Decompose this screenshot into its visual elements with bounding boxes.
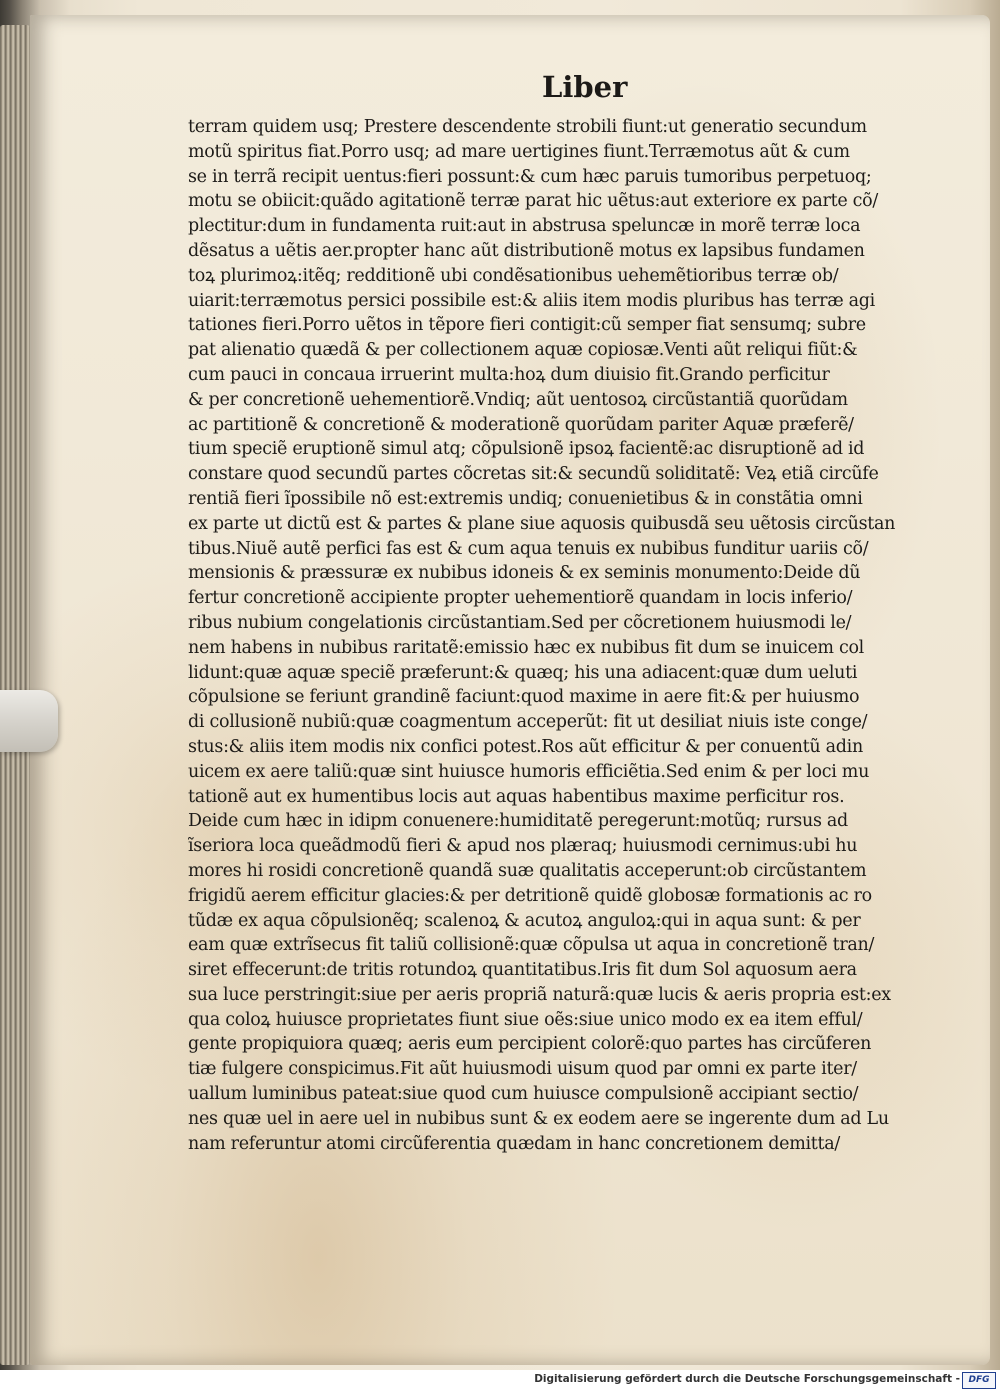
text-line: ĩseriora loca queãdmodũ fieri & apud nos plæraq; huiusmodi cernimus:ubi hu: [188, 836, 858, 857]
text-line: sua luce perstringit:siue per aeris propriã naturã:quæ lucis & aeris propria est:ex: [188, 984, 891, 1005]
text-line: tium speciẽ eruptionẽ simul atq; cõpulsionẽ ipsoꝝ facientẽ:ac disruptionẽ ad id: [188, 439, 865, 460]
text-line: terram quidem usq; Prestere descendente strobili fiunt:ut generatio secundum: [188, 117, 867, 137]
book-page: [30, 15, 990, 1365]
text-line: uicem ex aere taliũ:quæ sint huiusce humoris efficiẽtia.Sed enim & per loci mu: [188, 761, 870, 782]
text-line: ribus nubium congelationis circũstantiam.Sed per cõcretionem huiusmodi le/: [188, 612, 852, 633]
text-line: motũ spiritus fiat.Porro usq; ad mare uertigines fiunt.Terræmotus aũt & cum: [188, 141, 850, 162]
text-line: tũdæ ex aqua cõpulsionẽq; scalenoꝝ & acutoꝝ anguloꝝ:qui in aqua sunt: & per: [188, 910, 861, 931]
text-line: dẽsatus a uẽtis aer.propter hanc aũt distributionẽ motus ex lapsibus fundamen: [188, 240, 865, 261]
text-line: di collusionẽ nubiũ:quæ coagmentum acceperũt: fit ut desiliat niuis iste conge/: [188, 712, 868, 733]
text-line: tationes fieri.Porro uẽtos in tẽpore fieri contigit:cũ semper fiat sensumq; subre: [188, 315, 866, 336]
text-line: constare quod secundũ partes cõcretas sit:& secundũ soliditatẽ: Veꝝ etiã circũfe: [188, 464, 879, 485]
footer-bar: [0, 1370, 1000, 1391]
text-line: lidunt:quæ aquæ speciẽ præferunt:& quæq; his una adiacent:quæ dum ueluti: [188, 662, 858, 683]
page-clip: [0, 690, 58, 752]
text-line: tationẽ aut ex humentibus locis aut aquas habentibus maxime perficitur ros.: [188, 786, 845, 807]
page-text-block: [188, 115, 948, 1156]
text-line: Deide cum hæc in idipm conuenere:humiditatẽ peregerunt:motũq; rursus ad: [188, 811, 848, 832]
text-line: nes quæ uel in aere uel in nubibus sunt & ex eodem aere se ingerente dum ad Lu: [188, 1108, 889, 1129]
text-line: nem habens in nubibus raritatẽ:emissio hæc ex nubibus fit dum se inuicem col: [188, 637, 864, 658]
text-line: ex parte ut dictũ est & partes & plane siue aquosis quibusdã seu uẽtosis circũstan: [188, 513, 896, 534]
text-line: uallum luminibus pateat:siue quod cum huiusce compulsionẽ accipiant sectio/: [188, 1084, 859, 1105]
text-line: siret effecerunt:de tritis rotundoꝝ quantitatibus.Iris fit dum Sol aquosum aera: [188, 960, 857, 981]
text-line: mensionis & præssuræ ex nubibus idoneis & ex seminis monumento:Deide dũ: [188, 563, 861, 584]
text-line: pat alienatio quædã & per collectionem aquæ copiosæ.Venti aũt reliqui fiũt:&: [188, 340, 858, 361]
text-line: se in terrã recipit uentus:fieri possunt:& cum hæc paruis tumoribus perpetuoq;: [188, 166, 872, 187]
funding-credit: Digitalisierung gefördert durch die Deutsche Forschungsgemeinschaft -: [534, 1373, 960, 1385]
text-line: tiæ fulgere conspicimus.Fit aũt huiusmodi uisum quod par omni ex parte iter/: [188, 1059, 857, 1080]
text-line: gente propiquiora quæq; aeris eum percipient colorẽ:quo partes has circũferen: [188, 1034, 872, 1055]
dfg-logo-icon: DFG: [962, 1372, 996, 1389]
text-line: uiarit:terræmotus persici possibile est:& aliis item modis pluribus has terræ agi: [188, 290, 875, 311]
text-line: tibus.Niuẽ autẽ perfici fas est & cum aqua tenuis ex nubibus funditur uariis cõ/: [188, 538, 869, 559]
text-line: mores hi rosidi concretionẽ quandã suæ qualitatis acceperunt:ob circũstantem: [188, 860, 867, 881]
text-line: stus:& aliis item modis nix confici potest.Ros aũt efficitur & per conuentũ adin: [188, 736, 863, 757]
text-line: nam referuntur atomi circũferentia quædam in hanc concretionem demitta/: [188, 1133, 841, 1154]
text-line: cum pauci in concaua irruerint multa:hoꝝ dum diuisio fit.Grando perficitur: [188, 364, 830, 385]
text-line: fertur concretionẽ accipiente propter uehementiorẽ quandam in locis inferio/: [188, 588, 853, 609]
text-line: cõpulsione se feriunt grandinẽ faciunt:quod maxime in aere fit:& per huiusmo: [188, 687, 860, 708]
text-line: eam quæ extrĩsecus fit taliũ collisionẽ:quæ cõpulsa ut aqua in concretionẽ tran/: [188, 935, 875, 956]
text-line: frigidũ aerem efficitur glacies:& per detritionẽ quidẽ globosæ formationis ac ro: [188, 885, 872, 906]
text-line: rentiã fieri ĩpossibile nõ est:extremis undiq; conuenietibus & in constãtia omni: [188, 488, 863, 509]
text-line: motu se obiicit:quãdo agitationẽ terræ parat hic uẽtus:aut exteriore ex parte cõ/: [188, 191, 878, 212]
text-line: qua coloꝝ huiusce proprietates fiunt siue oẽs:siue unico modo ex ea item efful/: [188, 1009, 863, 1030]
text-line: & per concretionẽ uehementiorẽ.Vndiq; aũt uentosoꝝ circũstantiã quorũdam: [188, 389, 848, 410]
page-heading: Liber: [542, 70, 628, 104]
text-line: toꝝ plurimoꝝ:itẽq; redditionẽ ubi condẽsationibus uehemẽtioribus terræ ob/: [188, 265, 839, 286]
text-line: ac partitionẽ & concretionẽ & moderationẽ quorũdam pariter Aquæ præferẽ/: [188, 414, 854, 435]
text-line: plectitur:dum in fundamenta ruit:aut in abstrusa speluncæ in morẽ terræ loca: [188, 216, 861, 237]
